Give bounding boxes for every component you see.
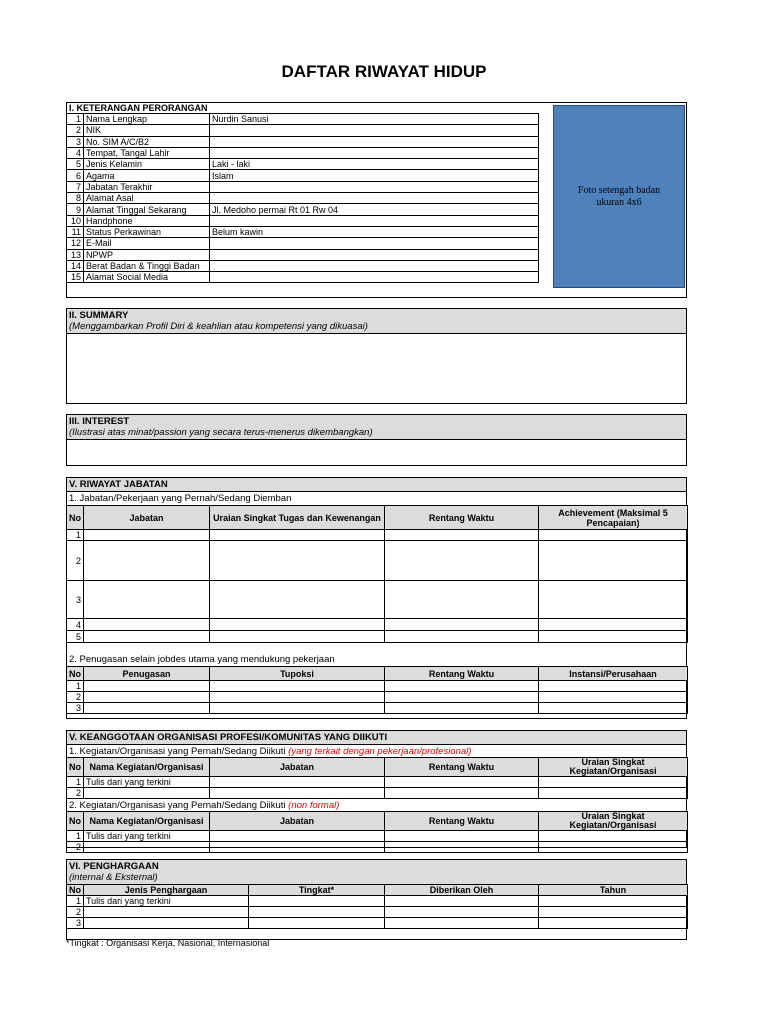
field-value[interactable] bbox=[210, 125, 539, 136]
field-label: Jabatan Terakhir bbox=[84, 181, 210, 192]
table-cell[interactable] bbox=[539, 581, 688, 619]
table-row bbox=[67, 114, 539, 125]
table-cell[interactable] bbox=[539, 842, 688, 853]
assignment-table bbox=[66, 666, 688, 714]
column-header: Uraian Singkat Tugas dan Kewenangan bbox=[210, 506, 385, 530]
table-cell[interactable] bbox=[385, 788, 539, 799]
table-cell[interactable] bbox=[84, 530, 210, 541]
table-cell[interactable] bbox=[84, 788, 210, 799]
subsection-title: 1. Jabatan/Pekerjaan yang Pernah/Sedang Diemban bbox=[69, 493, 292, 504]
table-cell[interactable] bbox=[385, 619, 539, 631]
table-cell[interactable] bbox=[385, 703, 539, 714]
table-cell[interactable] bbox=[385, 918, 539, 929]
row-number: 2 bbox=[67, 788, 84, 799]
table-cell[interactable] bbox=[539, 788, 688, 799]
table-cell[interactable] bbox=[539, 918, 688, 929]
table-cell[interactable] bbox=[539, 619, 688, 631]
column-header: No bbox=[67, 812, 84, 831]
table-cell[interactable]: Tulis dari yang terkini bbox=[84, 896, 249, 907]
column-header: No bbox=[67, 885, 84, 896]
column-header: Jabatan bbox=[84, 506, 210, 530]
row-number: 5 bbox=[67, 631, 84, 643]
table-cell[interactable] bbox=[249, 896, 385, 907]
field-label: E-Mail bbox=[84, 238, 210, 249]
column-header: No bbox=[67, 758, 84, 777]
table-cell[interactable] bbox=[84, 692, 210, 703]
field-value[interactable] bbox=[210, 181, 539, 192]
field-label: NPWP bbox=[84, 249, 210, 260]
job-table bbox=[66, 505, 688, 643]
column-header: Nama Kegiatan/Organisasi bbox=[84, 812, 210, 831]
column-header: Uraian Singkat Kegiatan/Organisasi bbox=[539, 758, 688, 777]
row-number: 13 bbox=[67, 249, 84, 260]
field-label: NIK bbox=[84, 125, 210, 136]
row-number: 3 bbox=[67, 918, 84, 929]
table-row bbox=[67, 181, 539, 192]
column-header: No bbox=[67, 506, 84, 530]
table-cell[interactable] bbox=[210, 692, 385, 703]
table-cell[interactable] bbox=[539, 681, 688, 692]
field-label: Jenis Kelamin bbox=[84, 159, 210, 170]
row-number: 2 bbox=[67, 842, 84, 853]
table-cell[interactable] bbox=[84, 681, 210, 692]
column-header: Jenis Penghargaan bbox=[84, 885, 249, 896]
table-cell[interactable] bbox=[210, 581, 385, 619]
section-job-history bbox=[66, 477, 687, 719]
subsection-title: 1. Kegiatan/Organisasi yang Pernah/Sedang Diikuti (yang terkait dengan pekerjaan/profesional) bbox=[69, 746, 472, 757]
row-number: 15 bbox=[67, 272, 84, 283]
table-row bbox=[67, 193, 539, 204]
table-cell[interactable] bbox=[385, 631, 539, 643]
row-number: 2 bbox=[67, 907, 84, 918]
section-summary bbox=[66, 308, 687, 404]
table-cell[interactable] bbox=[84, 581, 210, 619]
table-row bbox=[67, 581, 688, 619]
interest-field[interactable] bbox=[67, 440, 686, 466]
section-personal-info bbox=[66, 102, 687, 298]
table-cell[interactable] bbox=[385, 907, 539, 918]
row-number: 4 bbox=[67, 619, 84, 631]
table-row bbox=[67, 204, 539, 215]
table-cell[interactable] bbox=[84, 631, 210, 643]
table-cell[interactable] bbox=[385, 530, 539, 541]
table-row bbox=[67, 541, 688, 581]
table-cell[interactable] bbox=[84, 703, 210, 714]
table-cell[interactable] bbox=[210, 631, 385, 643]
table-cell[interactable] bbox=[539, 692, 688, 703]
table-row bbox=[67, 238, 539, 249]
personal-info-table bbox=[66, 113, 539, 283]
field-value[interactable]: Belum kawin bbox=[210, 226, 539, 237]
table-row bbox=[67, 272, 539, 283]
column-header: Diberikan Oleh bbox=[385, 885, 539, 896]
section-header: I. KETERANGAN PERORANGAN bbox=[69, 103, 208, 113]
row-number: 5 bbox=[67, 159, 84, 170]
field-value[interactable] bbox=[210, 147, 539, 158]
awards-table bbox=[66, 884, 688, 929]
table-cell[interactable] bbox=[385, 831, 539, 842]
column-header: Jabatan bbox=[210, 812, 385, 831]
table-cell[interactable] bbox=[84, 918, 249, 929]
section-header: V. KEANGGOTAAN ORGANISASI PROFESI/KOMUNITAS YANG DIIKUTI bbox=[67, 731, 686, 745]
row-number: 9 bbox=[67, 204, 84, 215]
field-label: Handphone bbox=[84, 215, 210, 226]
field-label: Alamat Tinggal Sekarang bbox=[84, 204, 210, 215]
photo-placeholder: Foto setengah badan ukuran 4x6 bbox=[553, 105, 685, 288]
field-label: Alamat Asal bbox=[84, 193, 210, 204]
table-row bbox=[67, 136, 539, 147]
table-cell[interactable] bbox=[210, 703, 385, 714]
field-label: Nama Lengkap bbox=[84, 114, 210, 125]
column-header: Rentang Waktu bbox=[385, 667, 539, 681]
table-row bbox=[67, 631, 688, 643]
field-value[interactable] bbox=[210, 249, 539, 260]
field-label: Agama bbox=[84, 170, 210, 181]
column-header: Penugasan bbox=[84, 667, 210, 681]
table-row bbox=[67, 170, 539, 181]
row-number: 14 bbox=[67, 260, 84, 271]
table-row bbox=[67, 159, 539, 170]
organization-table-1 bbox=[66, 757, 688, 799]
table-cell[interactable] bbox=[539, 896, 688, 907]
row-number: 1 bbox=[67, 896, 84, 907]
table-cell[interactable] bbox=[210, 681, 385, 692]
table-row bbox=[67, 788, 688, 799]
section-header: V. RIWAYAT JABATAN bbox=[67, 478, 686, 492]
table-cell[interactable] bbox=[210, 777, 385, 788]
row-number: 10 bbox=[67, 215, 84, 226]
row-number: 12 bbox=[67, 238, 84, 249]
table-cell[interactable] bbox=[84, 619, 210, 631]
table-row bbox=[67, 226, 539, 237]
table-cell[interactable] bbox=[210, 842, 385, 853]
field-value[interactable]: Islam bbox=[210, 170, 539, 181]
field-label: Status Perkawinan bbox=[84, 226, 210, 237]
column-header: Achievement (Maksimal 5 Pencapaian) bbox=[539, 506, 688, 530]
table-cell[interactable] bbox=[385, 777, 539, 788]
column-header: Jabatan bbox=[210, 758, 385, 777]
table-row bbox=[67, 530, 688, 541]
row-number: 2 bbox=[67, 541, 84, 581]
row-number: 1 bbox=[67, 681, 84, 692]
row-number: 11 bbox=[67, 226, 84, 237]
table-cell[interactable] bbox=[210, 541, 385, 581]
section-header: III. INTEREST (Ilustrasi atas minat/passion yang secara terus-menerus dikembangkan) bbox=[67, 415, 686, 440]
table-cell[interactable]: Tulis dari yang terkini bbox=[84, 831, 210, 842]
table-cell[interactable] bbox=[249, 907, 385, 918]
table-cell[interactable] bbox=[539, 777, 688, 788]
table-row bbox=[67, 681, 688, 692]
field-label: Berat Badan & Tinggi Badan bbox=[84, 260, 210, 271]
row-number: 4 bbox=[67, 147, 84, 158]
section-interest bbox=[66, 414, 687, 466]
field-value[interactable] bbox=[210, 193, 539, 204]
footnote: *Tingkat : Organisasi Kerja, Nasional, Internasional bbox=[66, 938, 270, 948]
row-number: 1 bbox=[67, 777, 84, 788]
field-value[interactable] bbox=[210, 260, 539, 271]
row-number: 2 bbox=[67, 692, 84, 703]
table-cell[interactable] bbox=[84, 541, 210, 581]
field-label: No. SIM A/C/B2 bbox=[84, 136, 210, 147]
section-awards bbox=[66, 859, 687, 940]
field-value[interactable] bbox=[210, 238, 539, 249]
table-cell[interactable] bbox=[539, 631, 688, 643]
table-cell[interactable] bbox=[84, 907, 249, 918]
table-cell[interactable] bbox=[539, 541, 688, 581]
field-label: Tempat, Tangal Lahir bbox=[84, 147, 210, 158]
section-organization bbox=[66, 730, 687, 852]
row-number: 3 bbox=[67, 703, 84, 714]
page-title: DAFTAR RIWAYAT HIDUP bbox=[281, 62, 487, 81]
organization-table-2 bbox=[66, 811, 688, 853]
section-header: II. SUMMARY (Menggambarkan Profil Diri & keahlian atau kompetensi yang dikuasai) bbox=[67, 309, 686, 334]
row-number: 1 bbox=[67, 114, 84, 125]
field-value[interactable]: Laki - laki bbox=[210, 159, 539, 170]
table-row bbox=[67, 831, 688, 842]
table-cell[interactable] bbox=[385, 896, 539, 907]
table-cell[interactable] bbox=[539, 530, 688, 541]
column-header: Uraian Singkat Kegiatan/Organisasi bbox=[539, 812, 688, 831]
table-row bbox=[67, 125, 539, 136]
table-row bbox=[67, 703, 688, 714]
table-cell[interactable] bbox=[385, 541, 539, 581]
column-header: Rentang Waktu bbox=[385, 506, 539, 530]
table-cell[interactable] bbox=[385, 581, 539, 619]
summary-field[interactable] bbox=[67, 334, 686, 404]
subsection-title: 2. Penugasan selain jobdes utama yang mendukung pekerjaan bbox=[69, 654, 335, 665]
field-label: Alamat Social Media bbox=[84, 272, 210, 283]
column-header: Tupoksi bbox=[210, 667, 385, 681]
column-header: Tingkat* bbox=[249, 885, 385, 896]
field-value[interactable]: Jl. Medoho permai Rt 01 Rw 04 bbox=[210, 204, 539, 215]
subsection-title: 2. Kegiatan/Organisasi yang Pernah/Sedang Diikuti (non formal) bbox=[69, 800, 340, 811]
table-cell[interactable] bbox=[210, 619, 385, 631]
column-header: No bbox=[67, 667, 84, 681]
field-value[interactable] bbox=[210, 136, 539, 147]
table-cell[interactable] bbox=[385, 842, 539, 853]
table-cell[interactable] bbox=[210, 530, 385, 541]
table-row bbox=[67, 842, 688, 853]
table-cell[interactable] bbox=[539, 831, 688, 842]
section-header: VI. PENGHARGAAN (internal & Eksternal) bbox=[67, 860, 686, 885]
table-row bbox=[67, 918, 688, 929]
row-number: 1 bbox=[67, 831, 84, 842]
table-row bbox=[67, 907, 688, 918]
table-row bbox=[67, 215, 539, 226]
table-cell[interactable] bbox=[539, 703, 688, 714]
row-number: 2 bbox=[67, 125, 84, 136]
table-row bbox=[67, 896, 688, 907]
field-value[interactable]: Nurdin Sanusi bbox=[210, 114, 539, 125]
row-number: 8 bbox=[67, 193, 84, 204]
row-number: 6 bbox=[67, 170, 84, 181]
column-header: Rentang Waktu bbox=[385, 812, 539, 831]
table-row bbox=[67, 777, 688, 788]
table-cell[interactable]: Tulis dari yang terkini bbox=[84, 777, 210, 788]
row-number: 3 bbox=[67, 136, 84, 147]
table-row bbox=[67, 249, 539, 260]
row-number: 3 bbox=[67, 581, 84, 619]
table-row bbox=[67, 147, 539, 158]
table-cell[interactable] bbox=[249, 918, 385, 929]
column-header: Rentang Waktu bbox=[385, 758, 539, 777]
table-row bbox=[67, 619, 688, 631]
field-value[interactable] bbox=[210, 215, 539, 226]
table-cell[interactable] bbox=[210, 831, 385, 842]
row-number: 7 bbox=[67, 181, 84, 192]
column-header: Tahun bbox=[539, 885, 688, 896]
table-cell[interactable] bbox=[385, 692, 539, 703]
column-header: Nama Kegiatan/Organisasi bbox=[84, 758, 210, 777]
table-cell[interactable] bbox=[210, 788, 385, 799]
table-cell[interactable] bbox=[84, 842, 210, 853]
field-value[interactable] bbox=[210, 272, 539, 283]
table-row bbox=[67, 260, 539, 271]
row-number: 1 bbox=[67, 530, 84, 541]
table-cell[interactable] bbox=[539, 907, 688, 918]
column-header: Instansi/Perusahaan bbox=[539, 667, 688, 681]
table-row bbox=[67, 692, 688, 703]
table-cell[interactable] bbox=[385, 681, 539, 692]
